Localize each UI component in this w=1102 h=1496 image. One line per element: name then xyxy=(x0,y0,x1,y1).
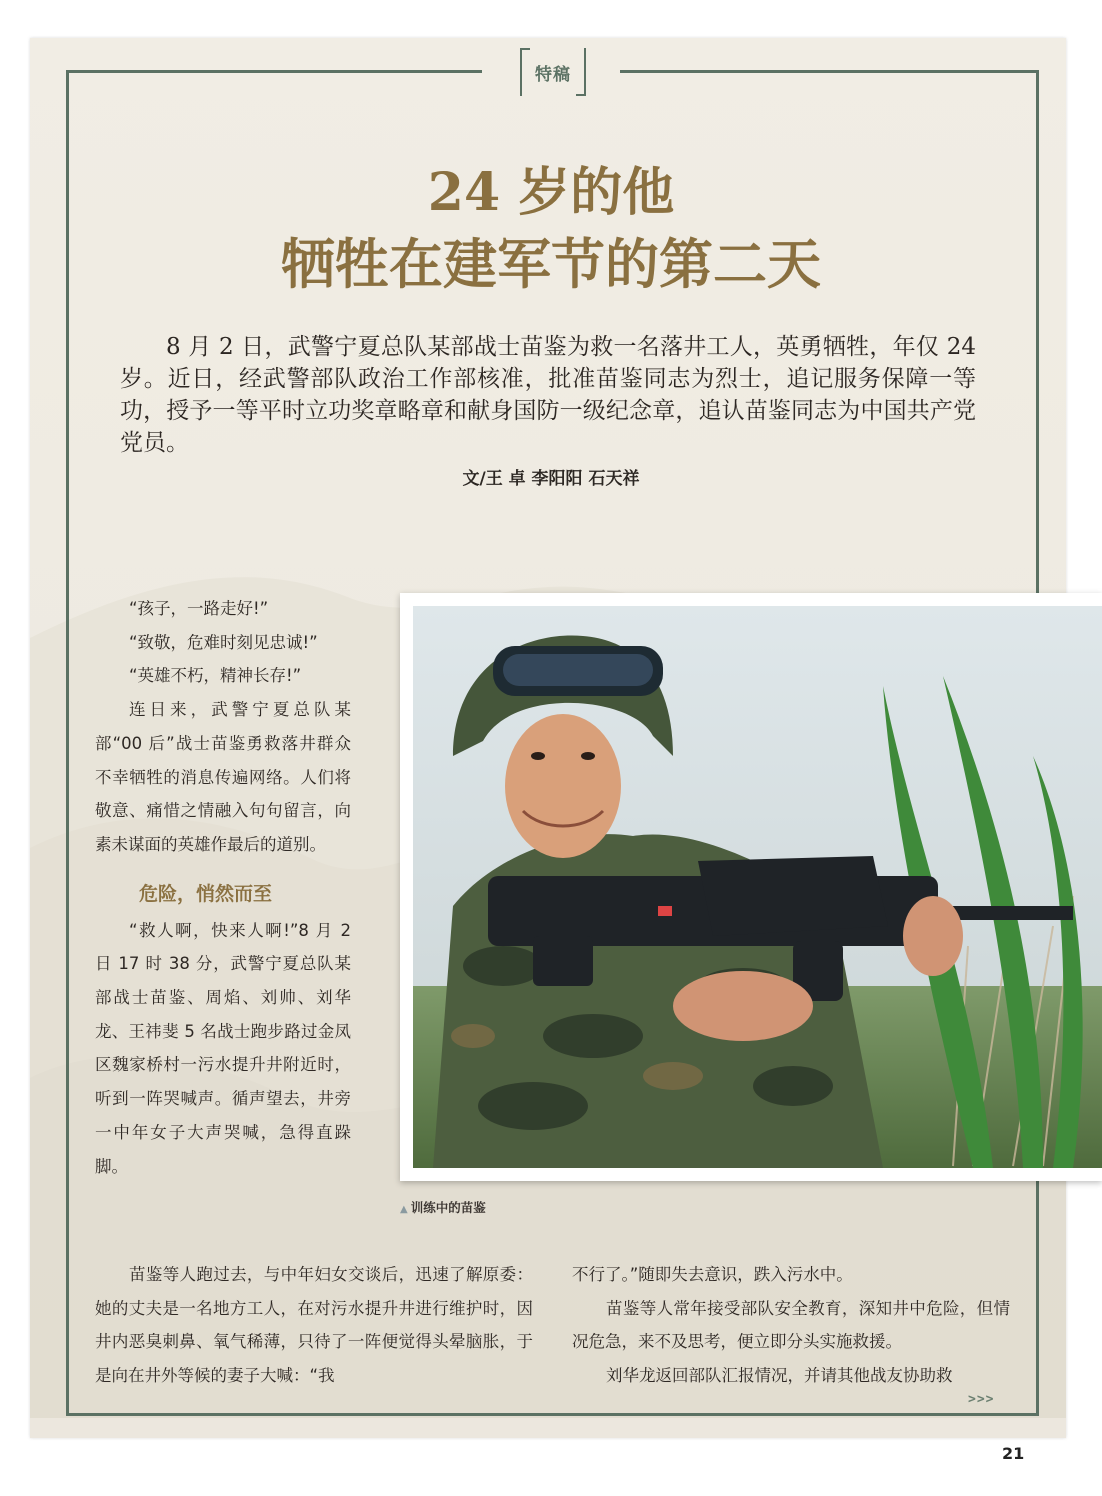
photo-caption xyxy=(400,1198,486,1216)
article-title-line1: 24 岁的他 xyxy=(427,162,675,223)
rescue-paragraph: “救人啊，快来人啊!”8 月 2 日 17 时 38 分，武警宁夏总队某部战士苗鉴、周焰、刘帅、刘华龙、王祎斐 5 名战士跑步路过金凤区魏家桥村一污水提升井附近时，听到一阵哭喊声。循声望去，井旁一中年女子大声哭喊，急得直跺脚。 xyxy=(95,920,351,1176)
frame-right-lower xyxy=(1036,1181,1039,1416)
frame-bottom xyxy=(66,1413,1039,1416)
quote-3: “英雄不朽，精神长存!” xyxy=(129,666,302,686)
bottom-right-column xyxy=(572,1258,1010,1393)
bottom-right-paragraph-3: 刘华龙返回部队汇报情况，并请其他战友协助救 xyxy=(606,1366,953,1386)
bottom-right-paragraph-2: 苗鉴等人常年接受部队安全教育，深知井中危险，但情况危急，来不及思考，便立即分头实施救援。 xyxy=(572,1298,1010,1352)
frame-right xyxy=(1036,70,1039,594)
caption-triangle-icon: ▲ xyxy=(400,1204,408,1215)
bottom-right-paragraph-1: 不行了。”随即失去意识，跌入污水中。 xyxy=(572,1265,853,1284)
page-number: 21 xyxy=(1002,1444,1025,1463)
article-lede: 8 月 2 日，武警宁夏总队某部战士苗鉴为救一名落井工人，英勇牺牲，年仅 24 岁。近日，经武警部队政治工作部核准，批准苗鉴同志为烈士，追记服务保障一等功，授予一等平时立功奖章略章和献身国防一级纪念章，追认苗鉴同志为中国共产党党员。 xyxy=(120,334,976,456)
left-column xyxy=(95,592,351,1183)
photo-caption-text: 训练中的苗鉴 xyxy=(410,1200,486,1215)
bottom-left-paragraph: 苗鉴等人跑过去，与中年妇女交谈后，迅速了解原委：她的丈夫是一名地方工人，在对污水提升井进行维护时，因井内恶臭刺鼻、氧气稀薄，只待了一阵便觉得头晕脑胀，于是向在井外等候的妻子大喊：“我 xyxy=(95,1265,533,1386)
soldier-photo xyxy=(413,606,1102,1168)
section-tag xyxy=(520,48,586,96)
article-title-line2: 牺牲在建军节的第二天 xyxy=(281,232,821,296)
section-heading: 危险，悄然而至 xyxy=(139,882,273,905)
quote-2: “致敬，危难时刻见忠诚!” xyxy=(129,632,318,652)
bottom-left-column xyxy=(95,1258,533,1393)
soldier-illustration xyxy=(413,606,1102,1168)
photo-frame xyxy=(400,593,1102,1181)
frame-top-left xyxy=(66,70,482,73)
intro-paragraph: 连日来，武警宁夏总队某部“00 后”战士苗鉴勇救落井群众不幸牺牲的消息传遍网络。人们将敬意、痛惜之情融入句句留言，向素未谋面的英雄作最后的道别。 xyxy=(95,700,351,854)
frame-top-right xyxy=(620,70,1039,73)
continue-arrows-icon: >>> xyxy=(968,1392,995,1407)
section-tag-label: 特稿 xyxy=(535,64,571,85)
article-byline: 文/王 卓 李阳阳 石天祥 xyxy=(462,469,640,489)
quote-1: “孩子，一路走好!” xyxy=(129,599,269,618)
